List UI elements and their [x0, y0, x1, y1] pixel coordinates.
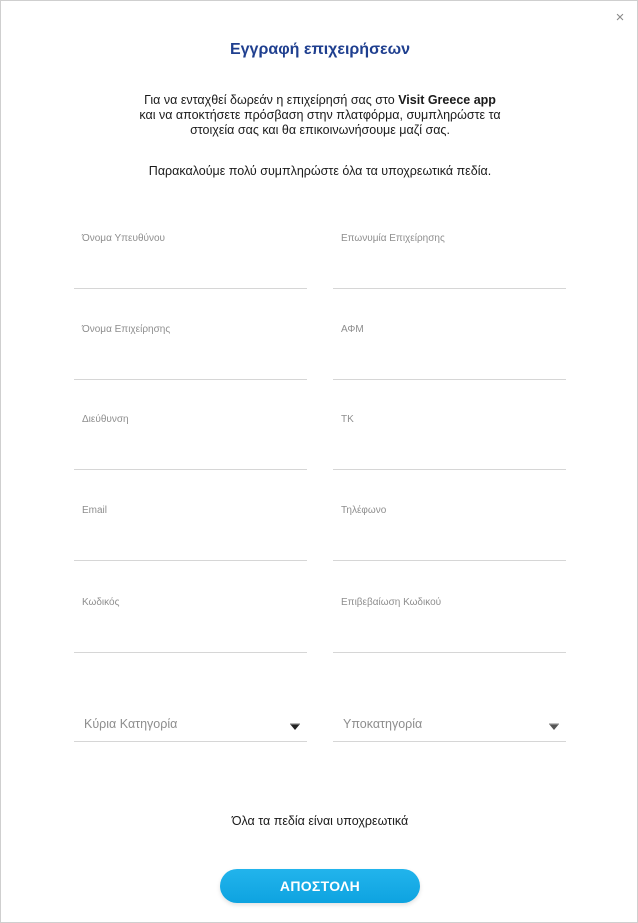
address-input[interactable] [82, 443, 299, 463]
vat-input[interactable] [341, 353, 558, 373]
vat-label: ΑΦΜ [341, 324, 364, 335]
vat-field [333, 320, 566, 380]
postcode-input[interactable] [341, 443, 558, 463]
intro-text [61, 93, 579, 138]
app-name: Visit Greece app [398, 93, 496, 107]
company-title-field [333, 229, 566, 289]
postcode-field [333, 410, 566, 470]
chevron-down-icon [289, 719, 301, 729]
company-name-label: Όνομα Επιχείρησης [82, 324, 171, 335]
phone-label: Τηλέφωνο [341, 505, 387, 516]
page-title: Εγγραφή επιχειρήσεων [229, 41, 411, 58]
password-confirm-label: Επιβεβαίωση Κωδικού [341, 597, 442, 608]
chevron-down-icon [548, 719, 560, 729]
password-confirm-field [333, 593, 566, 653]
intro-line2-text: και να αποκτήσετε πρόσβαση στην πλατφόρμα, συμπληρώστε τα [139, 108, 501, 122]
password-field [74, 593, 307, 653]
close-icon[interactable]: × [615, 9, 625, 26]
contact-name-field [74, 229, 307, 289]
subcategory-label: Υποκατηγορία [343, 717, 423, 731]
all-fields-required-note: Όλα τα πεδία είναι υποχρεωτικά [231, 814, 409, 828]
company-title-label: Επωνυμία Επιχείρησης [341, 233, 445, 244]
password-input[interactable] [82, 626, 299, 646]
company-title-input[interactable] [341, 262, 558, 282]
subcategory-select[interactable] [333, 712, 566, 742]
address-field [74, 410, 307, 470]
main-category-label: Κύρια Κατηγορία [84, 717, 178, 731]
company-name-field [74, 320, 307, 380]
intro-line1-text: Για να ενταχθεί δωρεάν η επιχείρησή σας στο [144, 93, 399, 107]
contact-name-input[interactable] [82, 262, 299, 282]
email-label: Email [82, 505, 108, 516]
email-field [74, 501, 307, 561]
phone-field [333, 501, 566, 561]
main-category-select[interactable] [74, 712, 307, 742]
email-input[interactable] [82, 534, 299, 554]
contact-name-label: Όνομα Υπευθύνου [82, 233, 166, 244]
postcode-label: ΤΚ [341, 414, 354, 425]
fill-required-note: Παρακαλούμε πολύ συμπληρώστε όλα τα υποχρεωτικά πεδία. [148, 164, 492, 178]
password-confirm-input[interactable] [341, 626, 558, 646]
password-label: Κωδικός [82, 597, 120, 608]
phone-input[interactable] [341, 534, 558, 554]
intro-line3-text: στοιχεία σας και θα επικοινωνήσουμε μαζί σας. [190, 123, 450, 137]
company-name-input[interactable] [82, 353, 299, 373]
address-label: Διεύθυνση [82, 414, 129, 425]
submit-button[interactable]: ΑΠΟΣΤΟΛΗ [220, 869, 420, 903]
